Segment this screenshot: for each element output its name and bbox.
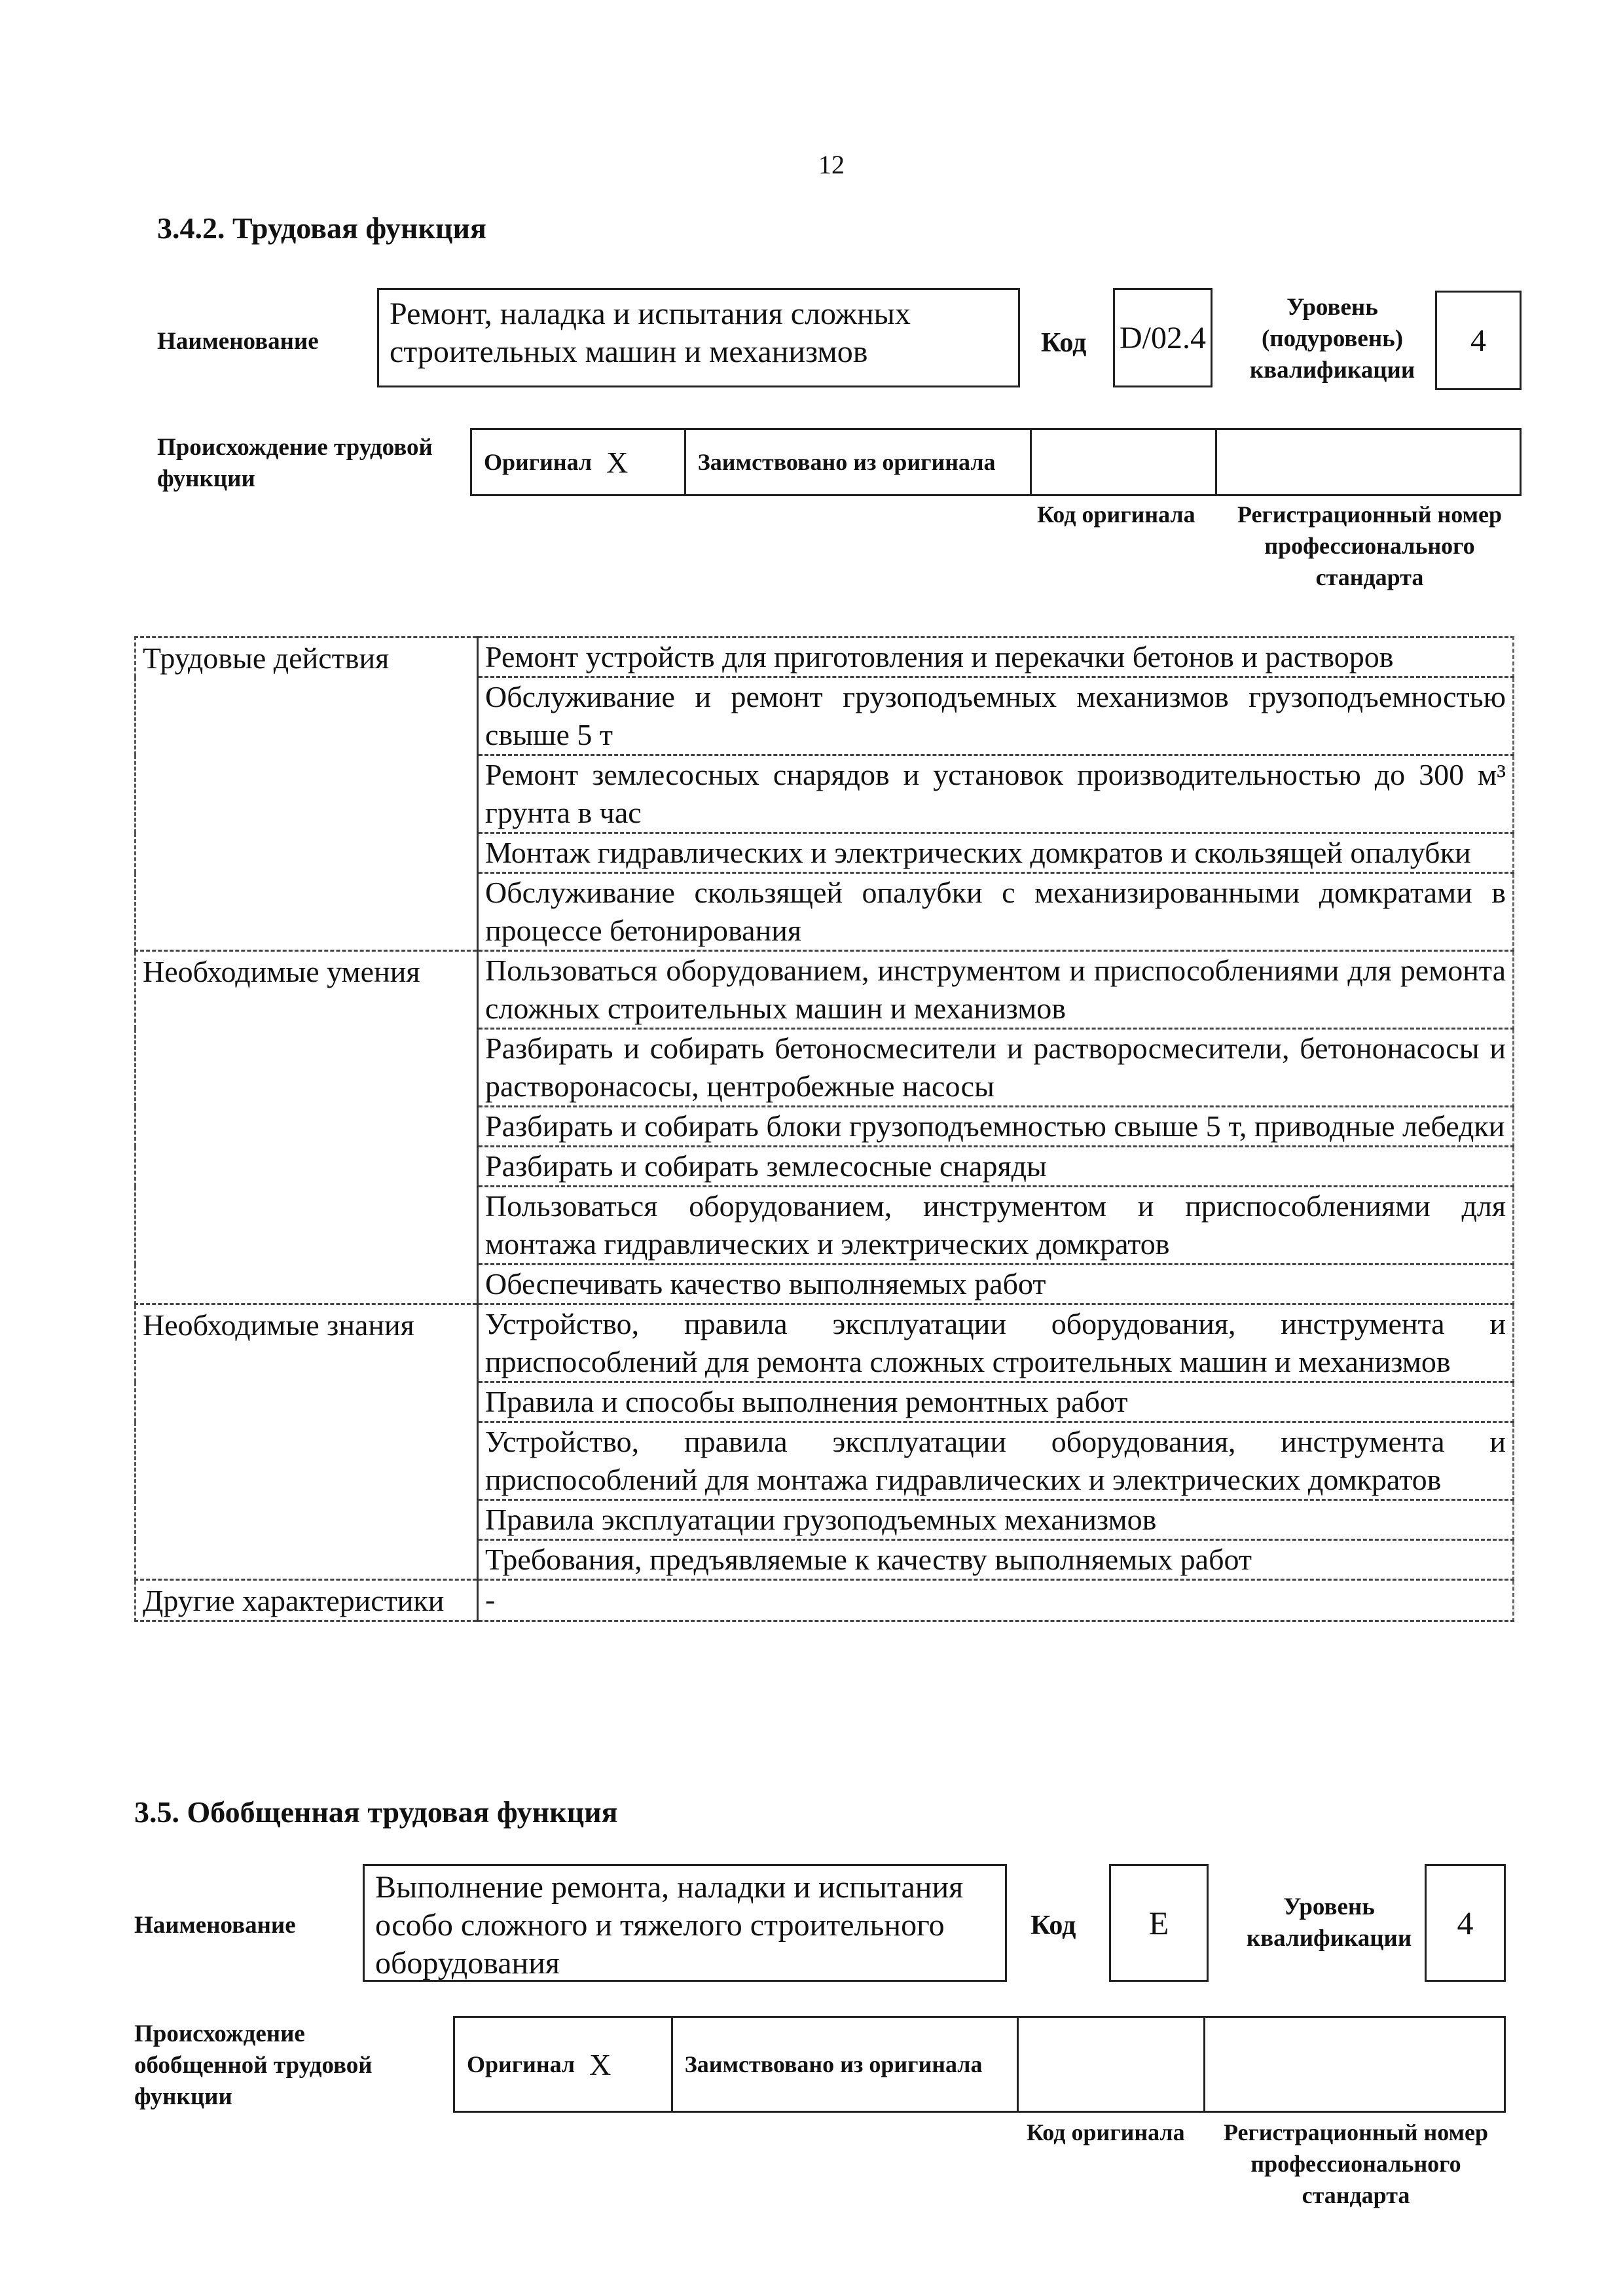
- table-row: [136, 1580, 1514, 1621]
- table-cell: Пользоваться оборудованием, инструментом и приспособлениями для ремонта сложных строительных машин и механизмов: [478, 951, 1514, 1029]
- table-cell: Ремонт устройств для приготовления и перекачки бетонов и растворов: [478, 637, 1514, 677]
- origin-borrowed-cell: [673, 2018, 1019, 2111]
- table-cell: Обслуживание скользящей опалубки с механизированными домкратами в процессе бетонирования: [478, 873, 1514, 951]
- table-cell: Разбирать и собирать землесосные снаряды: [478, 1147, 1514, 1187]
- code-label: Код: [1041, 328, 1087, 358]
- origin-borrowed-cell: [686, 430, 1032, 494]
- table-cell: Правила и способы выполнения ремонтных работ: [478, 1382, 1514, 1422]
- name-value: Ремонт, наладка и испытания сложных строительных машин и механизмов: [390, 296, 911, 369]
- code-box: [1109, 1864, 1209, 1982]
- table-cell: Устройство, правила эксплуатации оборудования, инструмента и приспособлений для монтажа гидравлических и электрических домкратов: [478, 1422, 1514, 1500]
- table-cell: -: [478, 1580, 1514, 1621]
- section-heading-35: 3.5. Обобщенная трудовая функция: [134, 1795, 618, 1829]
- category-cell: Другие характеристики: [136, 1580, 478, 1621]
- origin-borrowed-label: Заимствовано из оригинала: [697, 449, 996, 475]
- table-cell: Монтаж гидравлических и электрических домкратов и скользящей опалубки: [478, 833, 1514, 873]
- caption-code: Код оригинала: [1037, 501, 1195, 528]
- category-cell: Трудовые действия: [136, 637, 478, 951]
- table-row: [136, 1304, 1514, 1382]
- origin-original-cell: [472, 430, 686, 494]
- origin-reg-cell: [1205, 2018, 1504, 2111]
- code-box: [1113, 288, 1213, 387]
- level-label: Уровень квалификации: [1246, 1893, 1412, 1952]
- table-cell: Пользоваться оборудованием, инструментом и приспособлениями для монтажа гидравлических и электрических домкратов: [478, 1187, 1514, 1265]
- table-cell: Ремонт землесосных снарядов и установок производительностью до 300 м³ грунта в час: [478, 755, 1514, 833]
- code-value: E: [1148, 1905, 1169, 1941]
- origin-original-mark: X: [589, 2047, 611, 2081]
- code-value: D/02.4: [1120, 320, 1206, 355]
- name-label: Наименование: [134, 1912, 296, 1939]
- name-box: [377, 288, 1020, 387]
- table-row: [136, 951, 1514, 1029]
- level-value: 4: [1457, 1905, 1474, 1941]
- level-label: Уровень (подуровень) квалификации: [1249, 294, 1415, 384]
- origin-table: [470, 428, 1522, 496]
- origin-code-cell: [1019, 2018, 1205, 2111]
- origin-table: [453, 2016, 1506, 2113]
- name-value: Выполнение ремонта, наладки и испытания особо сложного и тяжелого строительного оборудования: [375, 1870, 964, 1981]
- table-row: [136, 637, 1514, 677]
- code-label: Код: [1030, 1910, 1076, 1941]
- name-box: [363, 1864, 1007, 1982]
- table-cell: Требования, предъявляемые к качеству выполняемых работ: [478, 1540, 1514, 1580]
- origin-borrowed-label: Заимствовано из оригинала: [684, 2051, 983, 2077]
- origin-label: Происхождение обобщенной трудовой функции: [134, 2020, 373, 2110]
- origin-code-cell: [1032, 430, 1217, 494]
- table-cell: Правила эксплуатации грузоподъемных механизмов: [478, 1500, 1514, 1540]
- caption-reg: Регистрационный номер профессионального стандарта: [1237, 501, 1503, 590]
- page-number: 12: [818, 150, 845, 179]
- labor-function-table: [134, 636, 1514, 1622]
- level-value: 4: [1470, 323, 1486, 358]
- section-heading-342: 3.4.2. Трудовая функция: [157, 211, 486, 245]
- table-cell: Разбирать и собирать блоки грузоподъемностью свыше 5 т, приводные лебедки: [478, 1107, 1514, 1147]
- name-label: Наименование: [157, 328, 319, 355]
- origin-reg-cell: [1217, 430, 1520, 494]
- table-cell: Устройство, правила эксплуатации оборудования, инструмента и приспособлений для ремонта сложных строительных машин и механизмов: [478, 1304, 1514, 1382]
- origin-original-label: Оригинал: [467, 2051, 575, 2077]
- category-cell: Необходимые умения: [136, 951, 478, 1304]
- table-cell: Обеспечивать качество выполняемых работ: [478, 1265, 1514, 1304]
- origin-original-mark: X: [606, 445, 629, 479]
- table-cell: Обслуживание и ремонт грузоподъемных механизмов грузоподъемностью свыше 5 т: [478, 677, 1514, 755]
- origin-original-label: Оригинал: [484, 449, 593, 475]
- category-cell: Необходимые знания: [136, 1304, 478, 1580]
- level-box: [1425, 1864, 1506, 1982]
- caption-code: Код оригинала: [1027, 2119, 1185, 2145]
- caption-reg: Регистрационный номер профессионального стандарта: [1223, 2119, 1489, 2208]
- table-cell: Разбирать и собирать бетоносмесители и растворосмесители, бетононасосы и растворонасосы, центробежные насосы: [478, 1029, 1514, 1107]
- level-box: [1435, 291, 1522, 390]
- origin-original-cell: [455, 2018, 673, 2111]
- origin-label: Происхождение трудовой функции: [157, 434, 433, 492]
